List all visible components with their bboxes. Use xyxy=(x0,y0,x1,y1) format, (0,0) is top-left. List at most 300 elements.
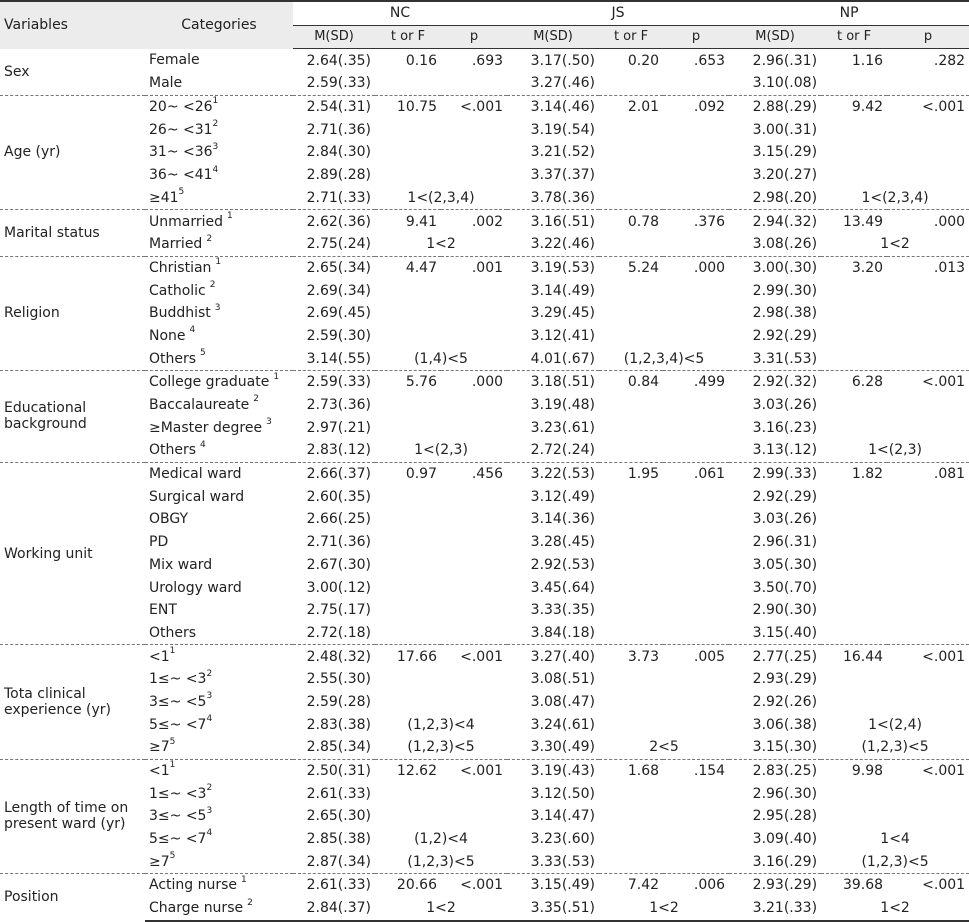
category-superscript: 1 xyxy=(212,96,219,107)
np-p-value: <.001 xyxy=(887,759,969,782)
category-label: Surgical ward xyxy=(149,488,245,505)
category-cell xyxy=(145,325,293,348)
category-cell xyxy=(145,850,293,873)
js-mean-sd: 2.92(.53) xyxy=(530,556,596,573)
table-row xyxy=(0,782,969,805)
js-t-or-f: 0.78 xyxy=(599,210,663,233)
np-t-or-f xyxy=(821,691,887,714)
table-row xyxy=(0,187,969,210)
js-post-hoc: 1<2 xyxy=(599,897,729,921)
np-mean-sd: 2.83(.25) xyxy=(729,759,821,782)
header-variables: Variables xyxy=(0,1,145,49)
table-row xyxy=(0,850,969,873)
table-row xyxy=(0,49,969,72)
category-label: ≥7 xyxy=(149,853,170,870)
nc-mean-sd: 2.59(.33) xyxy=(306,75,371,92)
js-t-or-f xyxy=(599,691,663,714)
nc-t-or-f: 0.16 xyxy=(405,52,437,69)
js-t-or-f: 1.68 xyxy=(599,759,663,782)
table-row xyxy=(0,279,969,302)
nc-p-value: <.001 xyxy=(441,759,507,782)
js-p-value xyxy=(663,713,729,736)
js-p-value: .499 xyxy=(663,371,729,394)
np-p-value xyxy=(887,164,969,187)
nc-mean-sd: 2.71(.36) xyxy=(306,121,371,138)
nc-post-hoc: 1<2 xyxy=(426,236,456,253)
js-mean-sd: 2.72(.24) xyxy=(530,442,596,459)
category-cell xyxy=(145,49,293,72)
js-mean-sd: 3.14(.46) xyxy=(507,95,599,118)
category-superscript: 4 xyxy=(200,439,206,450)
nc-t-or-f xyxy=(375,485,441,508)
js-p-value xyxy=(663,850,729,873)
js-p-value: .005 xyxy=(663,645,729,668)
js-t-or-f xyxy=(599,782,663,805)
category-superscript: 4 xyxy=(212,164,219,175)
table-row xyxy=(0,325,969,348)
js-p-value xyxy=(663,72,729,95)
js-p-value xyxy=(663,576,729,599)
nc-mean-sd: 2.69(.34) xyxy=(306,282,371,299)
nc-p-value xyxy=(441,508,507,531)
nc-post-hoc: 1<(2,3,4) xyxy=(407,189,475,206)
nc-t-or-f: 20.66 xyxy=(375,874,441,897)
js-mean-sd: 3.23(.60) xyxy=(530,831,596,848)
nc-p-value xyxy=(441,118,507,141)
np-mean-sd: 3.08(.26) xyxy=(752,236,818,253)
category-cell xyxy=(145,347,293,370)
np-t-or-f xyxy=(821,668,887,691)
js-mean-sd: 3.15(.49) xyxy=(507,874,599,897)
category-superscript: 1 xyxy=(273,371,280,382)
js-p-value: .061 xyxy=(663,462,729,485)
category-label: 3≤~ <5 xyxy=(149,693,207,710)
nc-t-or-f: 12.62 xyxy=(375,759,441,782)
header-msd: M(SD) xyxy=(729,25,821,49)
nc-mean-sd: 2.54(.31) xyxy=(293,95,375,118)
table-row xyxy=(0,72,969,95)
np-t-or-f: 9.98 xyxy=(821,759,887,782)
np-p-value xyxy=(887,782,969,805)
table-row xyxy=(0,394,969,417)
js-t-or-f xyxy=(599,164,663,187)
nc-p-value xyxy=(441,805,507,828)
table-row xyxy=(0,622,969,645)
nc-p-value xyxy=(441,668,507,691)
np-mean-sd: 3.05(.30) xyxy=(752,556,818,573)
nc-t-or-f: 10.75 xyxy=(375,95,441,118)
np-p-value xyxy=(887,508,969,531)
js-p-value xyxy=(663,668,729,691)
category-superscript: 5 xyxy=(200,348,206,358)
header-msd: M(SD) xyxy=(293,25,375,49)
np-mean-sd: 3.16(.23) xyxy=(752,419,818,436)
np-post-hoc: 1<2 xyxy=(880,236,910,253)
nc-p-value xyxy=(441,485,507,508)
category-cell xyxy=(145,95,293,118)
nc-p-value xyxy=(441,416,507,439)
category-cell xyxy=(145,713,293,736)
nc-mean-sd: 3.00(.12) xyxy=(306,579,371,596)
np-t-or-f xyxy=(821,554,887,577)
np-p-value xyxy=(887,347,969,370)
header-row-groups xyxy=(0,1,969,25)
nc-t-or-f xyxy=(375,554,441,577)
js-mean-sd: 3.84(.18) xyxy=(530,624,596,641)
np-mean-sd: 2.98(.38) xyxy=(752,305,818,322)
category-label: Catholic xyxy=(149,282,206,299)
category-label: PD xyxy=(149,534,169,551)
category-superscript: 5 xyxy=(169,736,176,747)
np-mean-sd: 3.50(.70) xyxy=(752,579,818,596)
category-cell xyxy=(145,531,293,554)
np-mean-sd: 2.96(.31) xyxy=(752,534,818,551)
np-p-value xyxy=(887,599,969,622)
category-superscript: 2 xyxy=(206,233,213,244)
table-row xyxy=(0,462,969,485)
js-t-or-f: 2.01 xyxy=(599,95,663,118)
category-cell xyxy=(145,72,293,95)
table-row xyxy=(0,531,969,554)
nc-t-or-f: 9.41 xyxy=(375,210,441,233)
np-mean-sd: 2.96(.30) xyxy=(752,785,818,802)
nc-t-or-f xyxy=(375,325,441,348)
nc-mean-sd: 2.65(.30) xyxy=(306,808,371,825)
category-label: Acting nurse xyxy=(149,877,238,894)
np-post-hoc: 1<(2,3,4) xyxy=(861,189,929,206)
nc-mean-sd: 2.71(.36) xyxy=(306,534,371,551)
category-label: 5≤~ <7 xyxy=(149,831,207,848)
nc-mean-sd: 2.60(.35) xyxy=(306,488,371,505)
table-row xyxy=(0,828,969,851)
js-p-value xyxy=(663,118,729,141)
category-cell xyxy=(145,187,293,210)
nc-mean-sd: 2.55(.30) xyxy=(306,671,371,688)
category-superscript: 2 xyxy=(206,668,213,679)
nc-mean-sd: 2.87(.34) xyxy=(306,853,371,870)
category-cell xyxy=(145,233,293,256)
category-label: 1≤~ <3 xyxy=(149,671,207,688)
np-mean-sd: 2.96(.31) xyxy=(752,52,818,69)
nc-t-or-f xyxy=(375,576,441,599)
category-cell xyxy=(145,279,293,302)
js-t-or-f: 0.84 xyxy=(599,371,663,394)
category-cell xyxy=(145,805,293,828)
np-mean-sd: 2.99(.33) xyxy=(729,462,821,485)
js-p-value xyxy=(663,187,729,210)
nc-mean-sd: 2.71(.33) xyxy=(306,189,371,206)
nc-p-value: <.001 xyxy=(441,874,507,897)
header-group-nc: NC xyxy=(293,1,507,25)
js-t-or-f xyxy=(599,668,663,691)
np-p-value xyxy=(887,394,969,417)
np-p-value: .000 xyxy=(887,210,969,233)
np-p-value xyxy=(887,141,969,164)
js-p-value xyxy=(663,782,729,805)
category-superscript: 4 xyxy=(206,828,213,839)
js-mean-sd: 3.23(.61) xyxy=(530,419,596,436)
np-p-value: .081 xyxy=(887,462,969,485)
table-row xyxy=(0,713,969,736)
table-row xyxy=(0,554,969,577)
js-p-value: .154 xyxy=(663,759,729,782)
np-t-or-f: 16.44 xyxy=(821,645,887,668)
np-t-or-f: 39.68 xyxy=(821,874,887,897)
category-label: 1≤~ <3 xyxy=(149,785,207,802)
nc-mean-sd: 3.14(.55) xyxy=(306,350,371,367)
js-mean-sd: 3.22(.53) xyxy=(507,462,599,485)
js-mean-sd: 3.14(.36) xyxy=(530,511,596,528)
np-p-value xyxy=(887,554,969,577)
variable-name: Length of time on present ward (yr) xyxy=(0,759,145,873)
nc-mean-sd: 2.61(.33) xyxy=(306,785,371,802)
category-label: None xyxy=(149,327,186,344)
js-p-value xyxy=(663,279,729,302)
category-superscript: 1 xyxy=(169,645,176,656)
table-row xyxy=(0,599,969,622)
np-t-or-f xyxy=(821,118,887,141)
header-tf: t or F xyxy=(375,25,441,49)
js-t-or-f xyxy=(599,713,663,736)
table-row xyxy=(0,736,969,759)
nc-post-hoc: 1<2 xyxy=(375,897,507,921)
np-t-or-f xyxy=(821,576,887,599)
header-group-js: JS xyxy=(507,1,729,25)
nc-t-or-f xyxy=(375,416,441,439)
js-t-or-f xyxy=(599,325,663,348)
js-t-or-f xyxy=(599,118,663,141)
category-cell xyxy=(145,164,293,187)
np-p-value: <.001 xyxy=(887,874,969,897)
category-cell xyxy=(145,691,293,714)
category-cell xyxy=(145,508,293,531)
np-t-or-f xyxy=(821,485,887,508)
nc-mean-sd: 2.72(.18) xyxy=(306,624,371,641)
js-mean-sd: 3.14(.49) xyxy=(530,282,596,299)
js-t-or-f xyxy=(599,485,663,508)
category-label: OBGY xyxy=(149,511,189,528)
variable-name: Religion xyxy=(0,256,145,370)
variable-name: Tota clinical experience (yr) xyxy=(0,645,145,759)
table-row xyxy=(0,210,969,233)
np-post-hoc: 1<(2,4) xyxy=(868,716,922,733)
js-t-or-f xyxy=(599,233,663,256)
nc-t-or-f xyxy=(375,118,441,141)
category-cell xyxy=(145,416,293,439)
nc-t-or-f xyxy=(375,622,441,645)
np-p-value xyxy=(887,622,969,645)
np-mean-sd: 3.21(.33) xyxy=(729,897,821,921)
np-p-value xyxy=(887,691,969,714)
table-row xyxy=(0,439,969,462)
category-label: Female xyxy=(149,52,200,69)
nc-t-or-f: 0.97 xyxy=(375,462,441,485)
js-mean-sd: 3.37(.37) xyxy=(530,167,596,184)
category-superscript: 2 xyxy=(206,783,213,794)
nc-t-or-f xyxy=(375,668,441,691)
js-p-value xyxy=(663,416,729,439)
np-p-value xyxy=(887,325,969,348)
variable-name: Age (yr) xyxy=(0,95,145,209)
np-t-or-f xyxy=(821,805,887,828)
nc-mean-sd: 2.89(.28) xyxy=(306,167,371,184)
category-cell xyxy=(145,828,293,851)
nc-mean-sd: 2.69(.45) xyxy=(306,305,371,322)
table-row xyxy=(0,576,969,599)
np-t-or-f: 1.82 xyxy=(821,462,887,485)
js-p-value: .092 xyxy=(663,95,729,118)
np-p-value xyxy=(887,485,969,508)
category-label: <1 xyxy=(149,648,170,665)
table-row xyxy=(0,256,969,279)
category-cell xyxy=(145,576,293,599)
nc-t-or-f xyxy=(375,394,441,417)
nc-t-or-f: 5.76 xyxy=(375,371,441,394)
js-p-value: .376 xyxy=(663,210,729,233)
header-tf: t or F xyxy=(599,25,663,49)
np-post-hoc: (1,2,3)<5 xyxy=(861,739,929,756)
nc-mean-sd: 2.67(.30) xyxy=(306,556,371,573)
nc-mean-sd: 2.66(.25) xyxy=(306,511,371,528)
np-t-or-f: 9.42 xyxy=(821,95,887,118)
nc-t-or-f xyxy=(375,141,441,164)
nc-p-value xyxy=(441,554,507,577)
np-mean-sd: 2.94(.32) xyxy=(729,210,821,233)
category-label: ≥Master degree xyxy=(149,419,263,436)
np-t-or-f xyxy=(821,394,887,417)
table-row xyxy=(0,347,969,370)
category-superscript: 3 xyxy=(212,141,219,152)
nc-p-value xyxy=(441,325,507,348)
js-mean-sd: 3.33(.35) xyxy=(530,602,596,619)
nc-mean-sd: 2.85(.38) xyxy=(306,831,371,848)
js-mean-sd: 3.27(.40) xyxy=(507,645,599,668)
js-post-hoc: (1,2,3,4)<5 xyxy=(623,350,705,367)
category-label: Married xyxy=(149,236,203,253)
js-p-value xyxy=(663,622,729,645)
category-label: 5≤~ <7 xyxy=(149,716,207,733)
js-mean-sd: 3.30(.49) xyxy=(530,739,596,756)
np-t-or-f xyxy=(821,302,887,325)
js-mean-sd: 3.22(.46) xyxy=(530,236,596,253)
js-mean-sd: 3.19(.48) xyxy=(530,397,596,414)
js-mean-sd: 3.27(.46) xyxy=(530,75,596,92)
category-label: Urology ward xyxy=(149,579,242,596)
js-t-or-f xyxy=(599,439,663,462)
category-label: Medical ward xyxy=(149,466,242,483)
js-mean-sd: 3.12(.50) xyxy=(530,785,596,802)
np-t-or-f xyxy=(821,622,887,645)
np-p-value xyxy=(887,576,969,599)
np-t-or-f: 3.20 xyxy=(821,256,887,279)
js-mean-sd: 3.08(.51) xyxy=(530,671,596,688)
table-row xyxy=(0,897,969,921)
js-t-or-f xyxy=(599,850,663,873)
category-superscript: 1 xyxy=(241,874,247,885)
category-label: ≥41 xyxy=(149,189,179,206)
category-cell xyxy=(145,141,293,164)
np-post-hoc: 1<2 xyxy=(821,897,969,921)
js-p-value xyxy=(663,828,729,851)
nc-p-value: .001 xyxy=(441,256,507,279)
table-body xyxy=(0,49,969,921)
nc-p-value xyxy=(441,782,507,805)
np-t-or-f xyxy=(821,347,887,370)
np-post-hoc: 1<4 xyxy=(880,831,910,848)
category-superscript: 1 xyxy=(215,257,222,268)
js-mean-sd: 3.16(.51) xyxy=(507,210,599,233)
category-cell xyxy=(145,599,293,622)
variable-name: Sex xyxy=(4,63,30,80)
nc-t-or-f xyxy=(375,531,441,554)
np-mean-sd: 2.92(.29) xyxy=(752,327,818,344)
np-p-value xyxy=(887,279,969,302)
nc-p-value xyxy=(441,599,507,622)
category-superscript: 2 xyxy=(212,119,219,130)
table-row xyxy=(0,141,969,164)
category-label: <1 xyxy=(149,763,170,780)
js-p-value xyxy=(663,439,729,462)
header-tf: t or F xyxy=(821,25,887,49)
header-p: p xyxy=(887,25,969,49)
js-p-value xyxy=(663,508,729,531)
js-p-value xyxy=(663,302,729,325)
np-p-value: <.001 xyxy=(887,645,969,668)
js-t-or-f: 7.42 xyxy=(599,874,663,897)
js-t-or-f xyxy=(599,554,663,577)
np-mean-sd: 2.93(.29) xyxy=(729,874,821,897)
table-row xyxy=(0,508,969,531)
js-mean-sd: 3.45(.64) xyxy=(530,579,596,596)
nc-p-value: .456 xyxy=(441,462,507,485)
nc-post-hoc: (1,4)<5 xyxy=(414,350,468,367)
js-p-value: .006 xyxy=(663,874,729,897)
nc-p-value: <.001 xyxy=(441,645,507,668)
np-mean-sd: 2.99(.30) xyxy=(752,282,818,299)
category-cell xyxy=(145,668,293,691)
nc-mean-sd: 2.73(.36) xyxy=(306,397,371,414)
category-label: Mix ward xyxy=(149,556,213,573)
table-row xyxy=(0,668,969,691)
nc-mean-sd: 2.62(.36) xyxy=(293,210,375,233)
nc-post-hoc: (1,2,3)<5 xyxy=(407,739,475,756)
js-mean-sd: 3.19(.54) xyxy=(530,121,596,138)
category-label: Unmarried xyxy=(149,213,223,230)
np-t-or-f: 13.49 xyxy=(821,210,887,233)
js-mean-sd: 3.19(.53) xyxy=(507,256,599,279)
variable-name: Working unit xyxy=(0,462,145,645)
header-categories: Categories xyxy=(145,1,293,49)
js-p-value xyxy=(663,805,729,828)
js-mean-sd: 3.19(.43) xyxy=(507,759,599,782)
nc-p-value xyxy=(441,72,507,95)
category-superscript: 3 xyxy=(206,691,213,702)
js-p-value xyxy=(663,325,729,348)
table-row xyxy=(0,759,969,782)
nc-p-value xyxy=(441,622,507,645)
category-label: Buddhist xyxy=(149,305,211,322)
header-p: p xyxy=(663,25,729,49)
js-t-or-f xyxy=(599,508,663,531)
np-t-or-f xyxy=(821,599,887,622)
np-mean-sd: 3.31(.53) xyxy=(752,350,818,367)
category-superscript: 2 xyxy=(247,897,253,908)
table-row xyxy=(0,95,969,118)
np-t-or-f xyxy=(821,325,887,348)
nc-mean-sd: 2.84(.37) xyxy=(293,897,375,921)
np-mean-sd: 3.15(.40) xyxy=(752,624,818,641)
js-p-value xyxy=(663,485,729,508)
